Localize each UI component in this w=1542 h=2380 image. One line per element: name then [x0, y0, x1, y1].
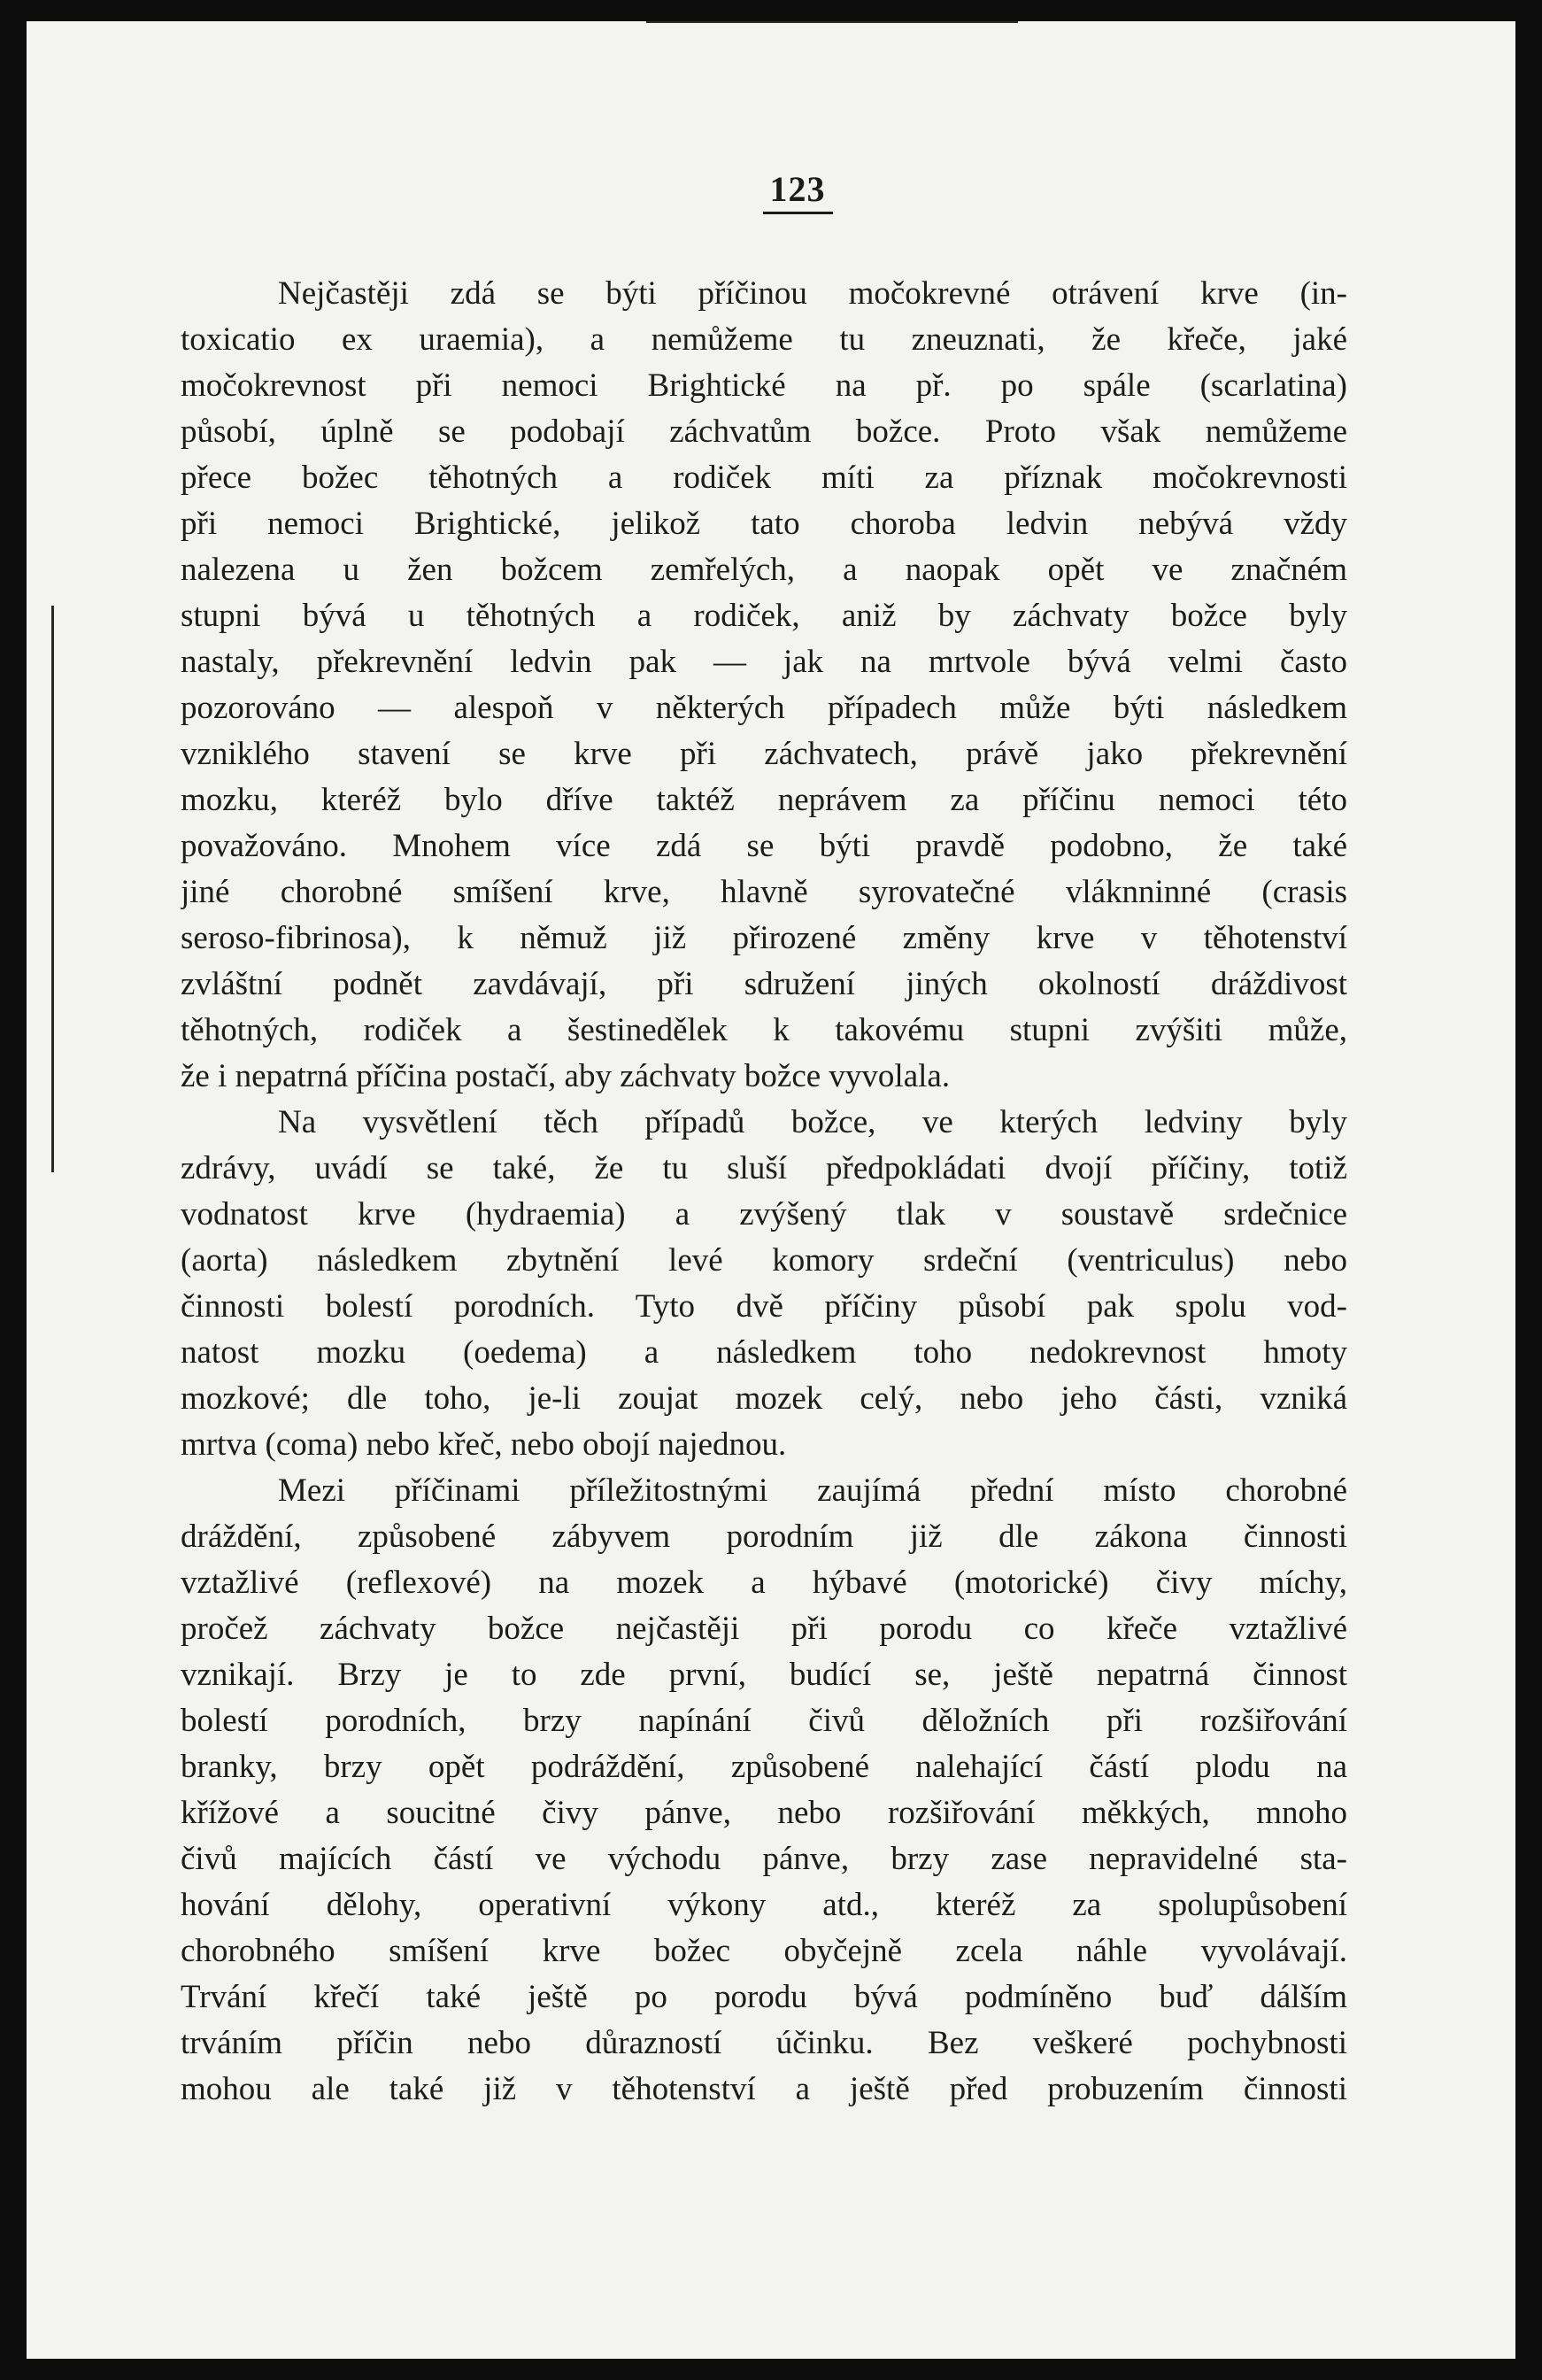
text-line: zdrávy, uvádí se také, že tu sluší předpokládati dvojí příčiny, totiž [181, 1150, 1347, 1186]
text-line: vznikají. Brzy je to zde první, budící se, ještě nepatrná činnost [181, 1657, 1347, 1693]
page-number [27, 168, 1515, 214]
text-line: nastaly, překrevnění ledvin pak — jak na mrtvole bývá velmi často [181, 644, 1347, 680]
text-line: hování dělohy, operativní výkony atd., kteréž za spolupůsobení [181, 1887, 1347, 1923]
text-line: natost mozku (oedema) a následkem toho nedokrevnost hmoty [181, 1334, 1347, 1371]
body-text [181, 271, 1347, 2113]
text-line: Na vysvětlení těch případů božce, ve kterých ledviny byly [278, 1104, 1347, 1140]
text-line: branky, brzy opět podráždění, způsobené nalehající částí plodu na [181, 1749, 1347, 1785]
text-line: bolestí porodních, brzy napínání čivů děložních při rozšiřování [181, 1703, 1347, 1739]
text-line: pročež záchvaty božce nejčastěji při porodu co křeče vztažlivé [181, 1611, 1347, 1647]
text-line: seroso-fibrinosa), k němuž již přirozené změny krve v těhotenství [181, 920, 1347, 956]
text-line: Trvání křečí také ještě po porodu bývá podmíněno buď dálším [181, 1979, 1347, 2015]
text-line: křížové a soucitné čivy pánve, nebo rozšiřování měkkých, mnoho [181, 1795, 1347, 1831]
text-line: působí, úplně se podobají záchvatům božce. Proto však nemůžeme [181, 413, 1347, 450]
text-line: při nemoci Brightické, jelikož tato choroba ledvin nebývá vždy [181, 506, 1347, 542]
text-line: (aorta) následkem zbytnění levé komory srdeční (ventriculus) nebo [181, 1242, 1347, 1279]
text-line: přece božec těhotných a rodiček míti za příznak močokrevnosti [181, 460, 1347, 496]
text-line: zvláštní podnět zavdávají, při sdružení jiných okolností dráždivost [181, 966, 1347, 1002]
page-number-text: 123 [763, 168, 833, 214]
scan-margin-mark [51, 606, 54, 1172]
text-line: pozorováno — alespoň v některých případech může býti následkem [181, 690, 1347, 726]
text-line: Nejčastěji zdá se býti příčinou močokrevné otrávení krve (in- [278, 275, 1347, 312]
text-line: čivů majících částí ve východu pánve, brzy zase nepravidelné sta- [181, 1841, 1347, 1877]
text-line: vodnatost krve (hydraemia) a zvýšený tlak v soustavě srdečnice [181, 1196, 1347, 1232]
scan-top-mark [646, 21, 1018, 23]
scanned-page [27, 21, 1515, 2359]
text-line: považováno. Mnohem více zdá se býti pravdě podobno, že také [181, 828, 1347, 864]
text-line: mozkové; dle toho, je-li zoujat mozek celý, nebo jeho části, vzniká [181, 1380, 1347, 1417]
text-line: stupni bývá u těhotných a rodiček, aniž by záchvaty božce byly [181, 598, 1347, 634]
text-line: trváním příčin nebo důrazností účinku. Bez veškeré pochybnosti [181, 2025, 1347, 2061]
text-line: nalezena u žen božcem zemřelých, a naopak opět ve značném [181, 552, 1347, 588]
text-line: chorobného smíšení krve božec obyčejně zcela náhle vyvolávají. [181, 1933, 1347, 1969]
text-line: jiné chorobné smíšení krve, hlavně syrovatečné vláknninné (crasis [181, 874, 1347, 910]
text-line: toxicatio ex uraemia), a nemůžeme tu zneuznati, že křeče, jaké [181, 321, 1347, 358]
text-line: vzniklého stavení se krve při záchvatech, právě jako překrevnění [181, 736, 1347, 772]
text-line: mozku, kteréž bylo dříve taktéž neprávem za příčinu nemoci této [181, 782, 1347, 818]
text-line: mohou ale také již v těhotenství a ještě před probuzením činnosti [181, 2071, 1347, 2107]
text-line: činnosti bolestí porodních. Tyto dvě příčiny působí pak spolu vod- [181, 1288, 1347, 1325]
text-line: že i nepatrná příčina postačí, aby záchvaty božce vyvolala. [181, 1058, 951, 1094]
text-line: Mezi příčinami příležitostnými zaujímá přední místo chorobné [278, 1472, 1347, 1509]
text-line: těhotných, rodiček a šestinedělek k takovému stupni zvýšiti může, [181, 1012, 1347, 1048]
text-line: vztažlivé (reflexové) na mozek a hýbavé (motorické) čivy míchy, [181, 1565, 1347, 1601]
text-line: dráždění, způsobené zábyvem porodním již dle zákona činnosti [181, 1518, 1347, 1555]
text-line: mrtva (coma) nebo křeč, nebo obojí najednou. [181, 1426, 787, 1463]
text-line: močokrevnost při nemoci Brightické na př. po spále (scarlatina) [181, 367, 1347, 404]
